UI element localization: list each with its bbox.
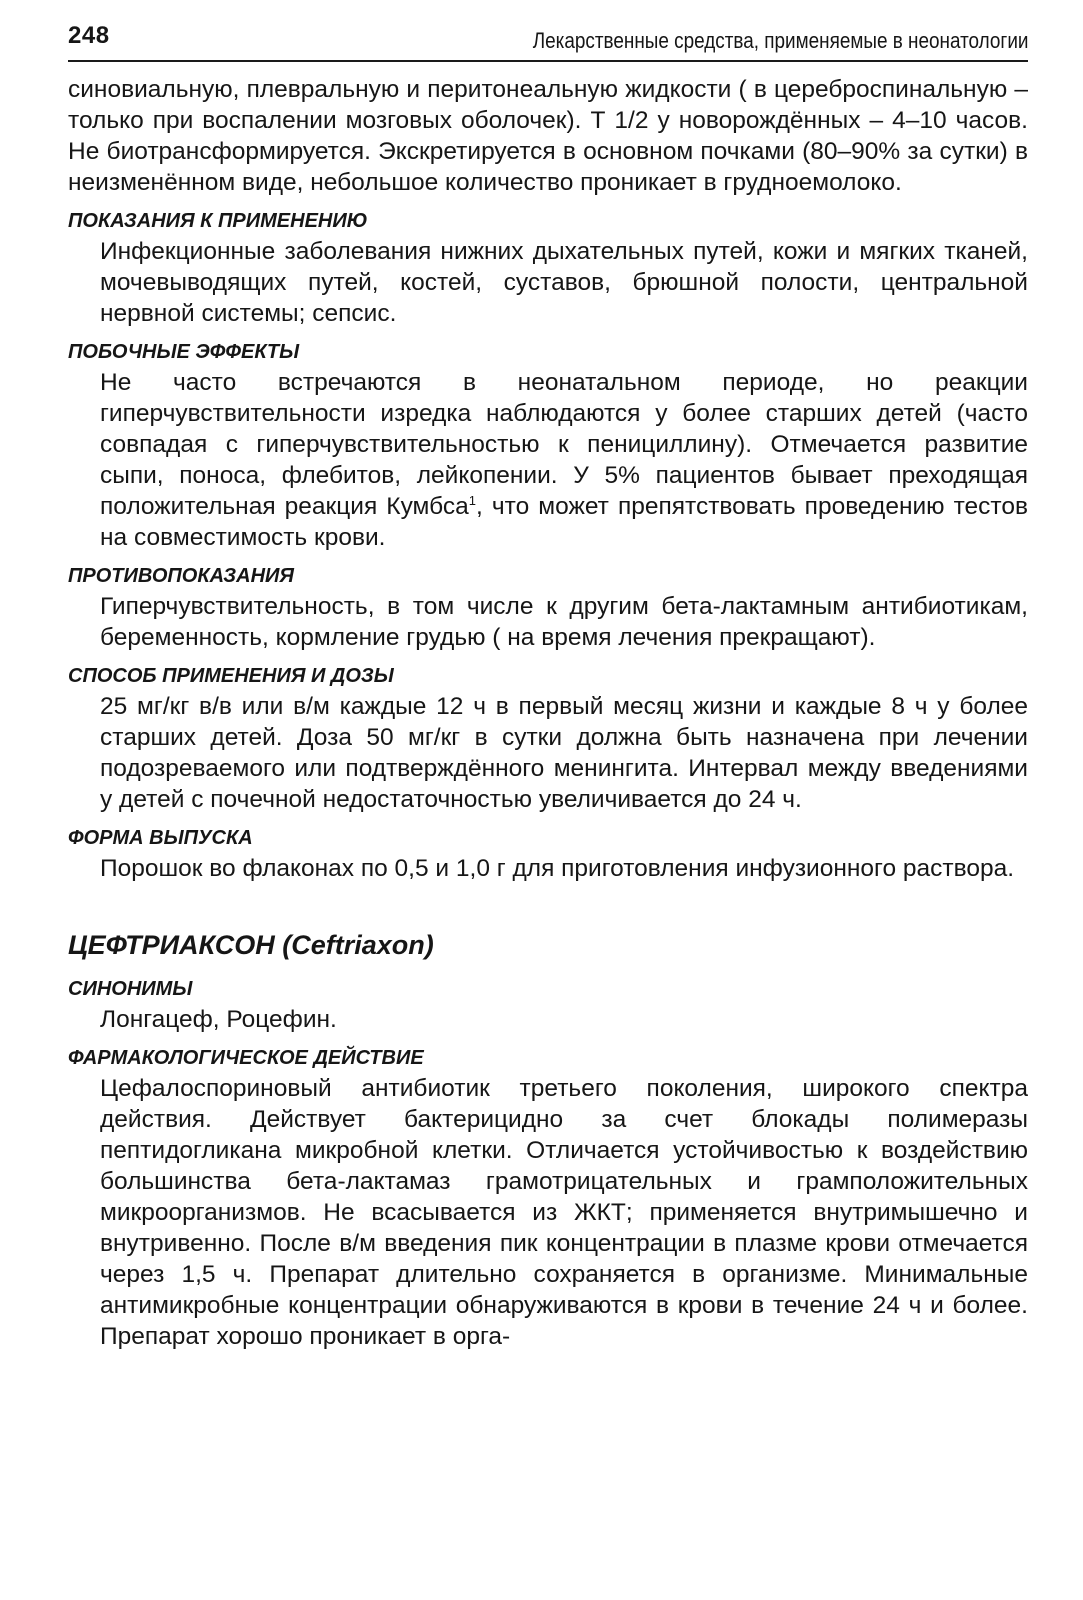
section-heading: ФАРМАКОЛОГИЧЕСКОЕ ДЕЙСТВИЕ — [68, 1047, 424, 1069]
book-page — [68, 20, 1028, 1352]
section-contraindications — [68, 563, 1028, 653]
drug-title: ЦЕФТРИАКСОН (Ceftriaxon) — [68, 930, 434, 960]
section-text — [68, 367, 1028, 553]
section-heading: СИНОНИМЫ — [68, 978, 193, 1000]
section-text: Гиперчувствительность, в том числе к другим бета-лактамным антибиотикам, беременность, кормление грудью ( на время лечения прекращают). — [100, 593, 1028, 651]
section-heading: ПОКАЗАНИЯ К ПРИМЕНЕНИЮ — [68, 210, 368, 232]
section-text: Порошок во флаконах по 0,5 и 1,0 г для приготовления инфузионного раствора. — [100, 855, 1015, 882]
side-effects-text-after: , что может препятствовать проведению тестов на совместимость крови. — [100, 493, 1029, 551]
intro-paragraph: синовиальную, плевральную и перитонеальную жидкости ( в цереброспинальную – только при воспалении мозговых оболочек). Т 1/2 у новорождённых – 4–10 часов. Не биотрансформируется. Экскретируется в основном почками (80–90% за сутки) в неизменённом виде, небольшое количество проникает в грудноемолоко. — [68, 76, 1028, 196]
footnote-mark: 1 — [468, 493, 476, 508]
page-number: 248 — [68, 22, 110, 49]
section-heading: ФОРМА ВЫПУСКА — [68, 827, 253, 849]
section-heading: ПРОТИВОПОКАЗАНИЯ — [68, 565, 295, 587]
section-dosage — [68, 663, 1028, 815]
running-title: Лекарственные средства, применяемые в неонатологии — [532, 28, 1028, 53]
page-header — [68, 20, 1028, 62]
side-effects-text-before: Не часто встречаются в неонатальном периоде, но реакции гиперчувствительности изредка наблюдаются у более старших детей (часто совпадая с гиперчувствительностью к пенициллину). Отмечается развитие сыпи, поноса, флебитов, лейкопении. У 5% пациентов бывает преходящая положительная реакция Кумбса — [100, 369, 1028, 520]
section-text: Цефалоспориновый антибиотик третьего поколения, широкого спектра действия. Действует бактерицидно за счет блокады полимеразы пептидогликана микробной клетки. Отличается устойчивостью к воздействию большинства бета-лактамаз грамотрицательных и грамположительных микроорганизмов. Не всасывается из ЖКТ; применяется внутримышечно и внутривенно. После в/м введения пик концентрации в плазме крови отмечается через 1,5 ч. Препарат длительно сохраняется в организме. Минимальные антимикробные концентрации обнаруживаются в крови в течение 24 ч и более. Препарат хорошо проникает в орга- — [100, 1075, 1028, 1350]
page-content — [68, 74, 1028, 1352]
section-indications — [68, 208, 1028, 329]
section-text: Инфекционные заболевания нижних дыхательных путей, кожи и мягких тканей, мочевыводящих путей, костей, суставов, брюшной полости, центральной нервной системы; сепсис. — [100, 238, 1028, 327]
section-release-form — [68, 825, 1028, 884]
section-heading: СПОСОБ ПРИМЕНЕНИЯ И ДОЗЫ — [68, 665, 394, 687]
section-side-effects — [68, 339, 1028, 553]
section-heading: ПОБОЧНЫЕ ЭФФЕКТЫ — [68, 341, 300, 363]
section-pharmacology — [68, 1045, 1028, 1352]
section-synonyms — [68, 976, 1028, 1035]
section-text: 25 мг/кг в/в или в/м каждые 12 ч в первый месяц жизни и каждые 8 ч у более старших детей. Доза 50 мг/кг в сутки должна быть назначена при лечении подозреваемого или подтверждённого менингита. Интервал между введениями у детей с почечной недостаточностью увеличивается до 24 ч. — [100, 693, 1028, 813]
section-text: Лонгацеф, Роцефин. — [100, 1006, 337, 1033]
